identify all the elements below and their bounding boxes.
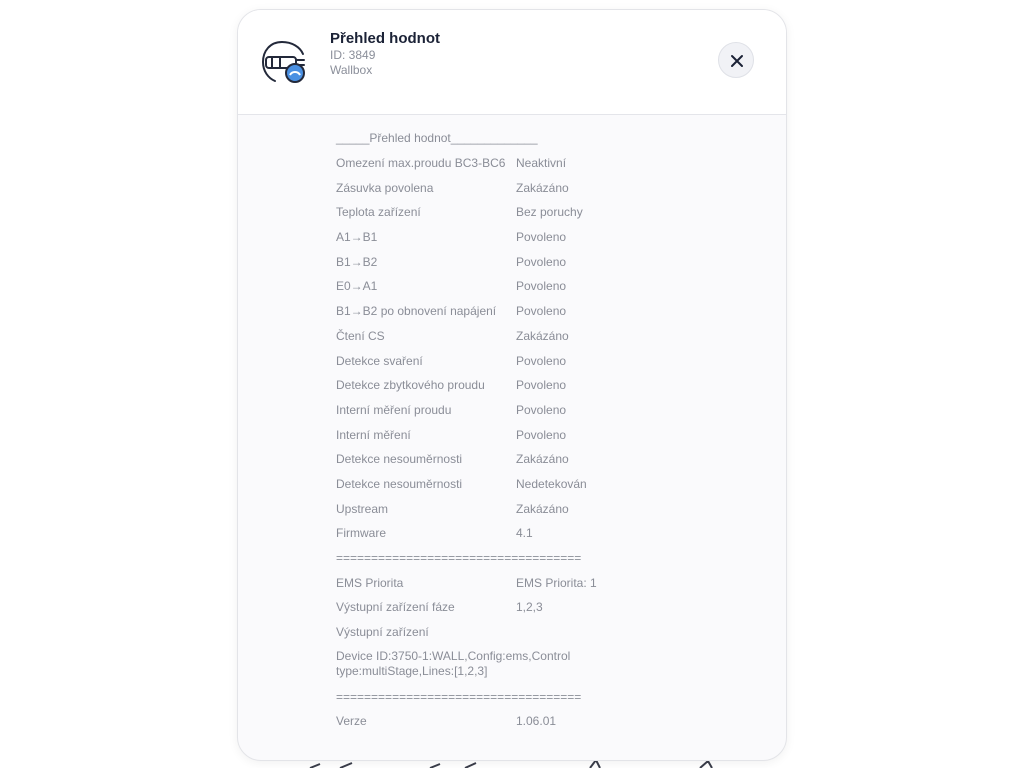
row-label: Detekce nesouměrnosti xyxy=(336,452,463,467)
row-value: Nedetekován xyxy=(516,476,587,491)
row-value: Povoleno xyxy=(516,230,567,245)
value-row xyxy=(336,348,716,373)
value-row xyxy=(336,570,716,595)
row-value: Neaktivní xyxy=(516,156,567,171)
close-icon xyxy=(730,54,744,68)
row-value: Zakázáno xyxy=(516,501,569,516)
value-row xyxy=(336,175,716,200)
device-id: ID: 3849 xyxy=(330,48,376,62)
values-list xyxy=(336,126,716,734)
separator-line: =================================== xyxy=(336,551,582,566)
row-label: Interní měření proudu xyxy=(336,402,452,417)
wallbox-plug-icon xyxy=(260,38,310,88)
row-value: Povoleno xyxy=(516,304,567,319)
row-label: Výstupní zařízení fáze xyxy=(336,600,455,615)
row-label: A1→B1 xyxy=(336,230,378,245)
value-row xyxy=(336,422,716,447)
value-row xyxy=(336,200,716,225)
row-value: Povoleno xyxy=(516,378,567,393)
row-label: B1→B2 xyxy=(336,254,378,269)
value-row xyxy=(336,620,716,645)
modal-title: Přehled hodnot xyxy=(330,30,440,47)
row-value: Povoleno xyxy=(516,427,567,442)
row-label: Teplota zařízení xyxy=(336,205,421,220)
header-text xyxy=(330,29,440,78)
row-value: Povoleno xyxy=(516,353,567,368)
row-value: Zakázáno xyxy=(516,452,569,467)
device-config-text: Device ID:3750-1:WALL,Config:ems,Control type:multiStage,Lines:[1,2,3] xyxy=(336,649,571,679)
version-label: Verze xyxy=(336,714,367,729)
row-value: Povoleno xyxy=(516,279,567,294)
value-row xyxy=(336,447,716,472)
value-row xyxy=(336,249,716,274)
row-label: Čtení CS xyxy=(336,328,385,343)
row-value: Zakázáno xyxy=(516,180,569,195)
value-row xyxy=(336,373,716,398)
row-label: B1→B2 po obnovení napájení xyxy=(336,304,497,319)
value-row xyxy=(336,151,716,176)
close-button[interactable] xyxy=(718,42,754,78)
separator-line: =================================== xyxy=(336,689,582,704)
row-value: Povoleno xyxy=(516,402,567,417)
row-value: Bez poruchy xyxy=(516,205,583,220)
row-value: Povoleno xyxy=(516,254,567,269)
value-row xyxy=(336,324,716,349)
value-row xyxy=(336,521,716,546)
row-label: Výstupní zařízení xyxy=(336,625,429,640)
row-value: Zakázáno xyxy=(516,328,569,343)
section-heading: _____Přehled hodnot_____________ xyxy=(336,131,538,146)
row-label: E0→A1 xyxy=(336,279,378,294)
row-label: Detekce zbytkového proudu xyxy=(336,378,485,393)
value-row xyxy=(336,496,716,521)
device-config-row xyxy=(336,644,716,684)
value-row xyxy=(336,225,716,250)
value-row xyxy=(336,472,716,497)
row-value: 1,2,3 xyxy=(516,600,543,615)
row-label: Upstream xyxy=(336,501,389,516)
row-label: Interní měření xyxy=(336,427,411,442)
row-label: Zásuvka povolena xyxy=(336,180,434,195)
value-row xyxy=(336,595,716,620)
value-row xyxy=(336,398,716,423)
row-label: Omezení max.proudu BC3-BC6 xyxy=(336,156,506,171)
device-type: Wallbox xyxy=(330,63,373,77)
row-value: 4.1 xyxy=(516,526,533,541)
version-row xyxy=(336,709,716,734)
values-overview-modal xyxy=(237,9,787,761)
row-label: Detekce svaření xyxy=(336,353,423,368)
row-value: EMS Priorita: 1 xyxy=(516,575,597,590)
row-label: EMS Priorita xyxy=(336,575,404,590)
version-value: 1.06.01 xyxy=(516,714,557,729)
row-label: Firmware xyxy=(336,526,386,541)
value-row xyxy=(336,299,716,324)
modal-header xyxy=(238,10,786,115)
row-label: Detekce nesouměrnosti xyxy=(336,476,463,491)
value-row xyxy=(336,274,716,299)
